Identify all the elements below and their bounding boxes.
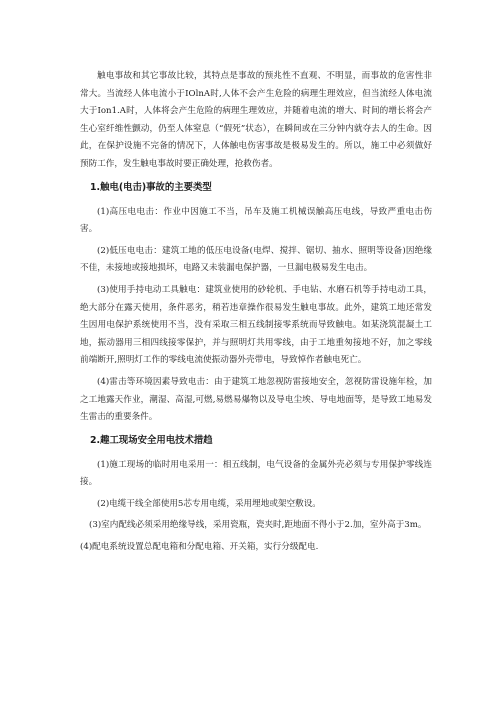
list-item: (1)施工现场的临时用电采用一：相五线制，电气设备的金属外壳必须与专用保护零线连接。 <box>80 459 432 488</box>
list-item: (3)使用手持电动工具触电：建筑业使用的砂轮机、手电钻、水磨石机等手持电动工具，绝大部分在露天使用，条件恶劣，稍若违章操作很易发生触电事故。此外，建筑工地还常发生因用电保护系统使用不当，没有采取三相五线制接零系统而导致触电。如某浇筑混凝土工地，振动器用三相四线接零保护，并与照明灯共用零线，由于工地重匆接地不好，加之零线前端断开,照明灯工作的零线电流使振动器外壳带电，导致悼作者触电死亡。 <box>80 284 432 366</box>
list-item: (4)配电系统设置总配电箱和分配电箱、开关箱，实行分级配电. <box>80 542 319 553</box>
section-heading-1: 1.触电(电击)事故的主要类型 <box>90 181 212 193</box>
list-item: (3)室内配线必须采用绝缘导线，采用瓷瓶，瓷夹时,距地面不得小于2.加，室外高于3m。 <box>89 520 427 531</box>
document-page <box>80 68 432 561</box>
list-item: (4)雷击等环境因素导致电击：由于建筑工地忽视防雷接地安全，忽视防雷设施年检，加之工地露天作业，潮湿、高湿,可燃,易燃易爆物以及导电尘埃、导电地面等，是导致工地易发生雷击的重要条件。 <box>80 376 432 423</box>
list-item: (2)低压电电击：建筑工地的低压电设备(电焊、搅拌、锯切、抽水、照明等设备)因绝缘不佳，未接地或接地损坏，电路又未装漏电保护器，一旦漏电极易发生电击。 <box>80 245 432 274</box>
list-item: (1)高压电电击：作业中因施工不当，吊车及施工机械误触高压电线，导致严重电击伤害。 <box>80 206 432 235</box>
list-item: (2)电缆干线全部使用5芯专用电缆，采用埋地或架空敷设。 <box>97 498 321 509</box>
section-heading-2: 2.趣工现场安全用电技术措趋 <box>90 434 213 446</box>
intro-paragraph: 触电事故和其它事故比较，其特点是事故的预兆性不直观、不明显，而事故的危害性非常大。当流经人体电流小于IOlnA时,人体不会产生危险的病理生理效应，但当流经人体电流大于Ion1.A时，人体将会产生危险的病理生理效应，并随着电流的增大、时间的增长将会产生心室纤维性颤动，仍至人体窒息（“假死”状态），在瞬间或在三分钟内就夺去人的生命。因此，在保护设施不完备的情况下，人体触电伤害事故是极易发生的。所以，施工中必须做好预防工作，发生触电事故时要正确处理，抢救伤者。 <box>80 71 432 169</box>
